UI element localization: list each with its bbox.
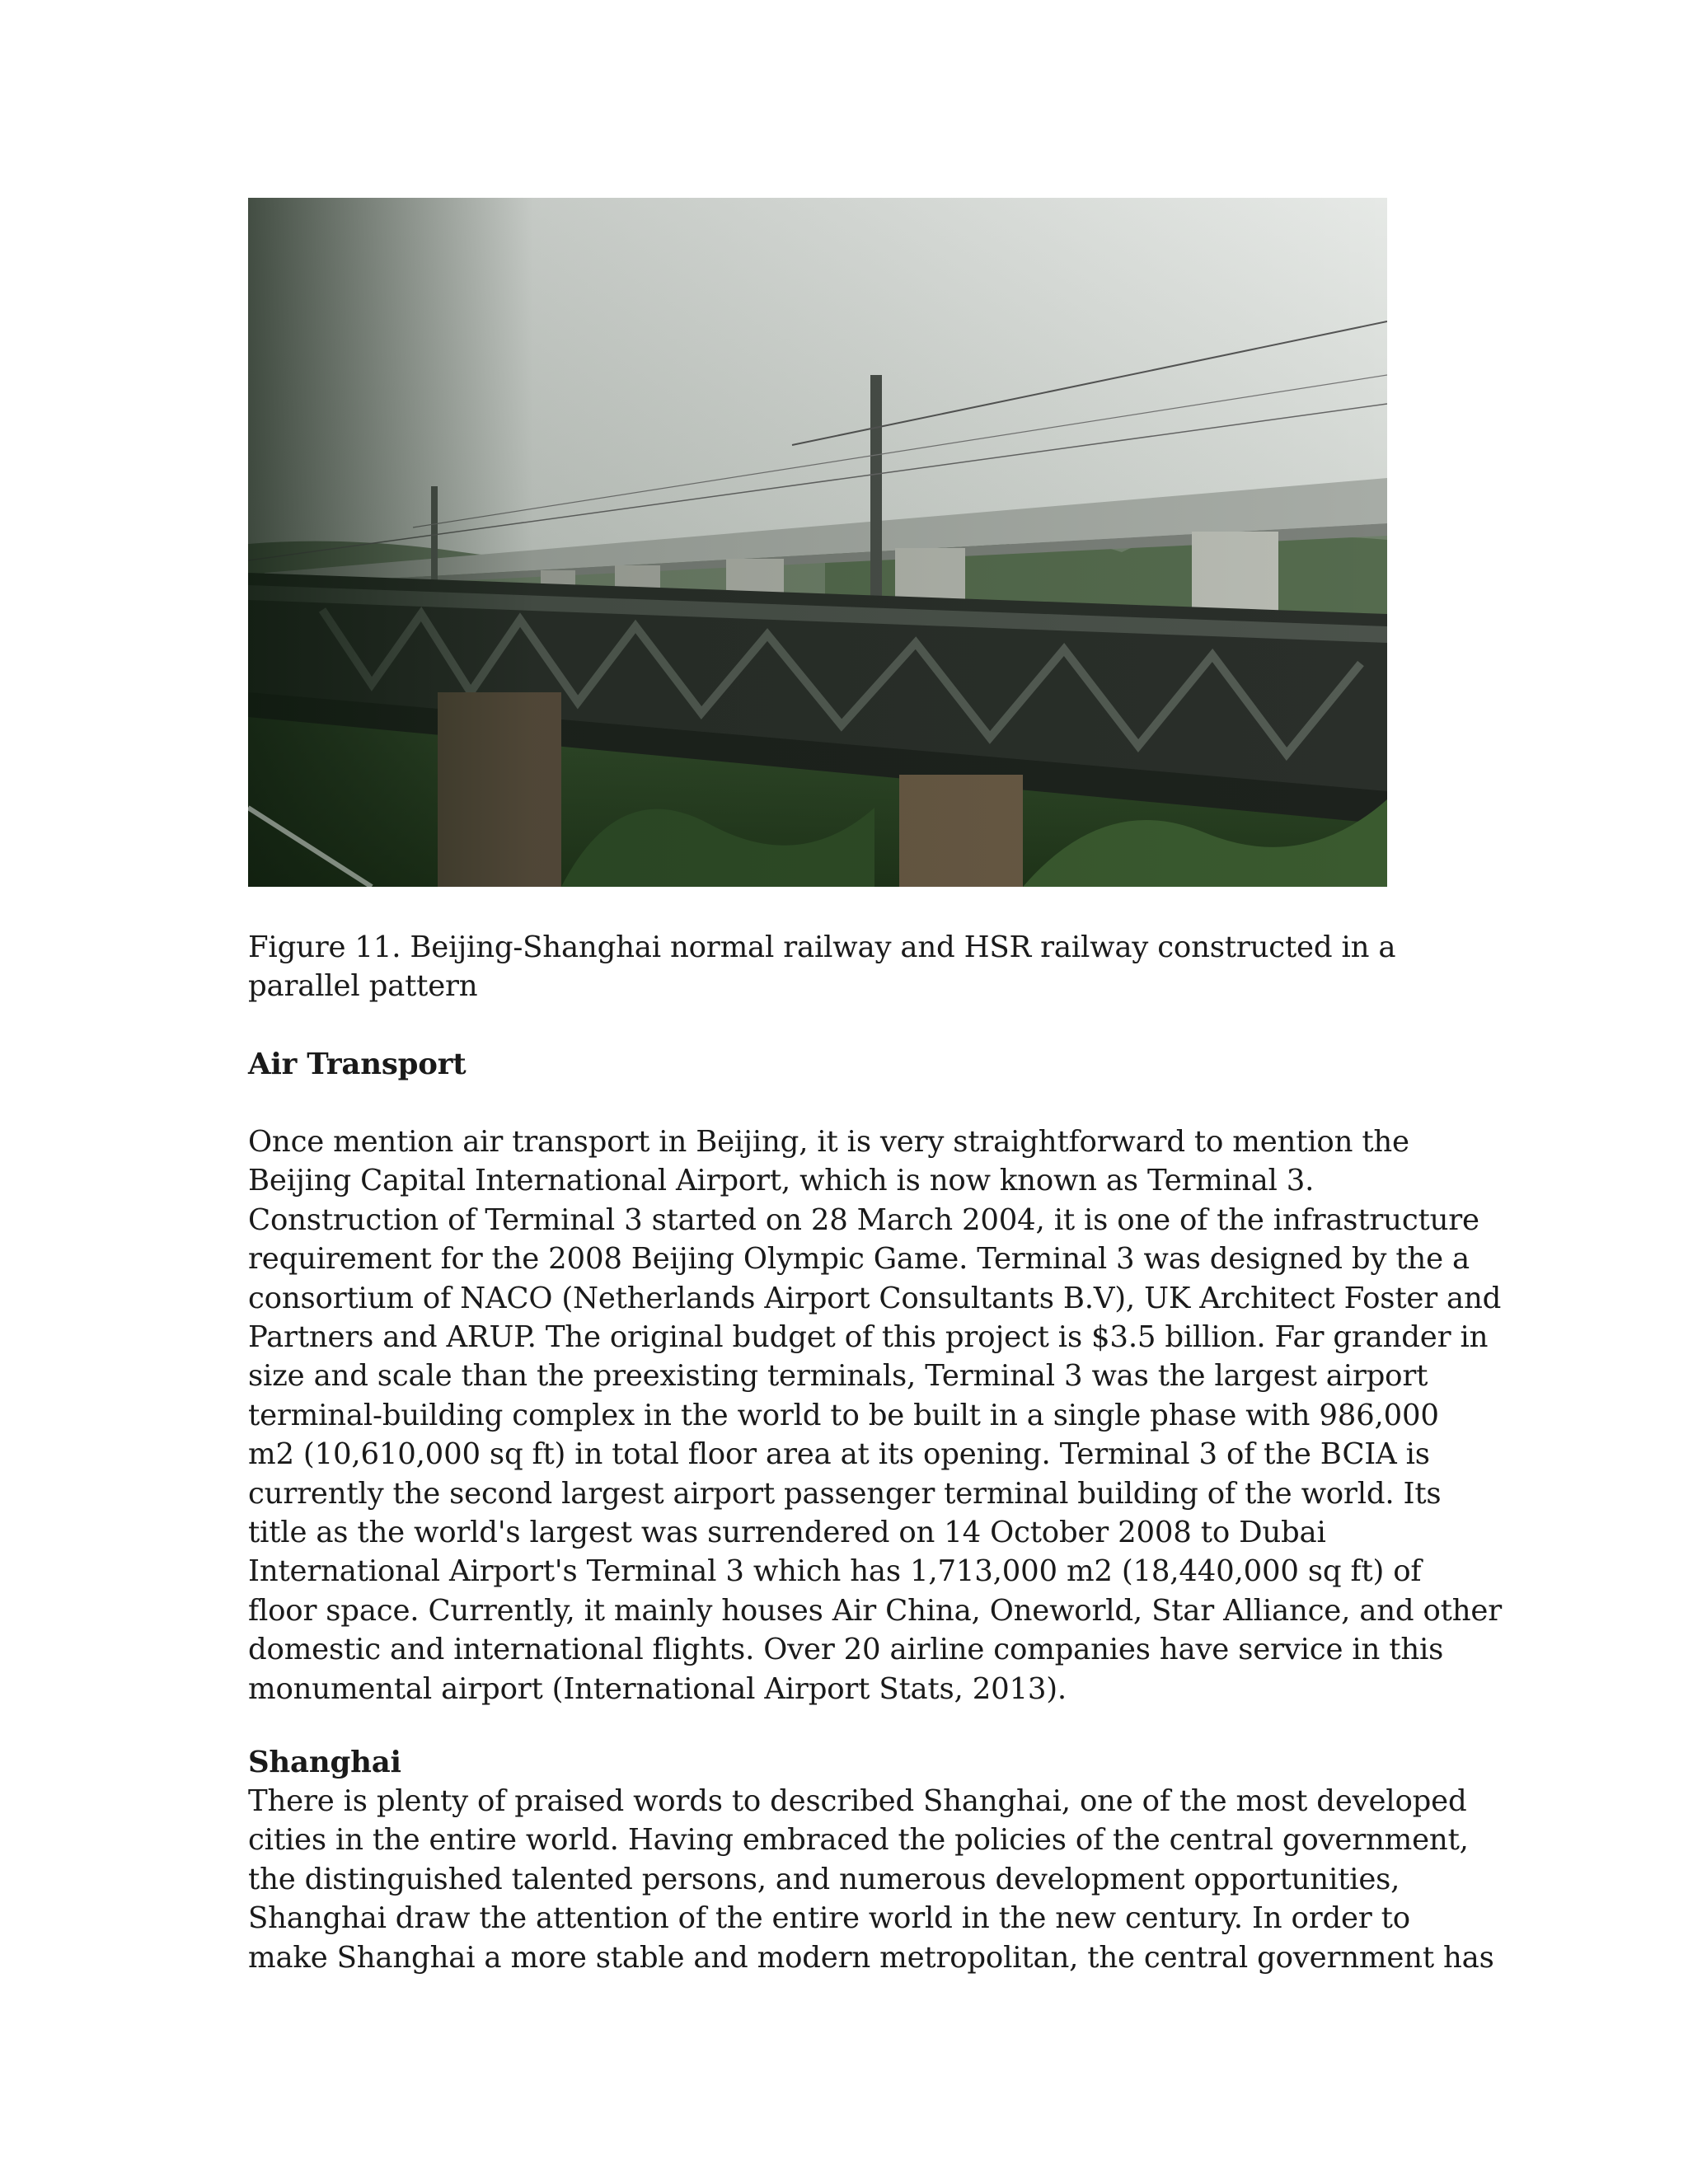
paragraph-line: Once mention air transport in Beijing, it is very straightforward to mention the	[248, 1125, 1409, 1159]
paragraph-line: There is plenty of praised words to described Shanghai, one of the most developed	[248, 1784, 1467, 1818]
railway-bridge-photo	[248, 198, 1387, 887]
paragraph-line: currently the second largest airport passenger terminal building of the world. Its	[248, 1476, 1442, 1511]
section-heading-air-transport: Air Transport	[248, 1047, 467, 1081]
paragraph-line: requirement for the 2008 Beijing Olympic Game. Terminal 3 was designed by the a	[248, 1242, 1470, 1277]
paragraph-line: International Airport's Terminal 3 which has 1,713,000 m2 (18,440,000 sq ft) of	[248, 1554, 1422, 1589]
paragraph-line: consortium of NACO (Netherlands Airport Consultants B.V), UK Architect Foster and	[248, 1281, 1502, 1315]
paragraph-line: make Shanghai a more stable and modern metropolitan, the central government has	[248, 1940, 1494, 1975]
paragraph-line: cities in the entire world. Having embraced the policies of the central government,	[248, 1823, 1469, 1858]
paragraph-line: domestic and international flights. Over 20 airline companies have service in this	[248, 1633, 1444, 1667]
paragraph-line: monumental airport (International Airport Stats, 2013).	[248, 1671, 1067, 1706]
paragraph-line: Beijing Capital International Airport, which is now known as Terminal 3.	[248, 1164, 1315, 1198]
paragraph-line: Partners and ARUP. The original budget of this project is $3.5 billion. Far grander in	[248, 1320, 1489, 1355]
paragraph-line: terminal-building complex in the world to be built in a single phase with 986,000	[248, 1398, 1439, 1432]
paragraph-line: Construction of Terminal 3 started on 28 March 2004, it is one of the infrastructure	[248, 1202, 1479, 1237]
paragraph-line: floor space. Currently, it mainly houses Air China, Oneworld, Star Alliance, and other	[248, 1593, 1502, 1628]
paragraph-line: Shanghai draw the attention of the entire world in the new century. In order to	[248, 1901, 1410, 1936]
section-heading-shanghai: Shanghai	[248, 1746, 401, 1779]
caption-line: Figure 11. Beijing-Shanghai normal railway and HSR railway constructed in a	[248, 930, 1396, 964]
shanghai-paragraph	[248, 1782, 1494, 1977]
photo-elevated-railway-bridges-icon	[248, 198, 1387, 887]
caption-line: parallel pattern	[248, 969, 478, 1004]
paragraph-line: size and scale than the preexisting terminals, Terminal 3 was the largest airport	[248, 1359, 1428, 1394]
figure-caption	[248, 928, 1451, 1006]
paragraph-line: the distinguished talented persons, and numerous development opportunities,	[248, 1862, 1400, 1896]
paragraph-line: title as the world's largest was surrendered on 14 October 2008 to Dubai	[248, 1516, 1326, 1550]
paragraph-line: m2 (10,610,000 sq ft) in total floor area at its opening. Terminal 3 of the BCIA is	[248, 1437, 1430, 1472]
air-transport-paragraph	[248, 1122, 1502, 1708]
